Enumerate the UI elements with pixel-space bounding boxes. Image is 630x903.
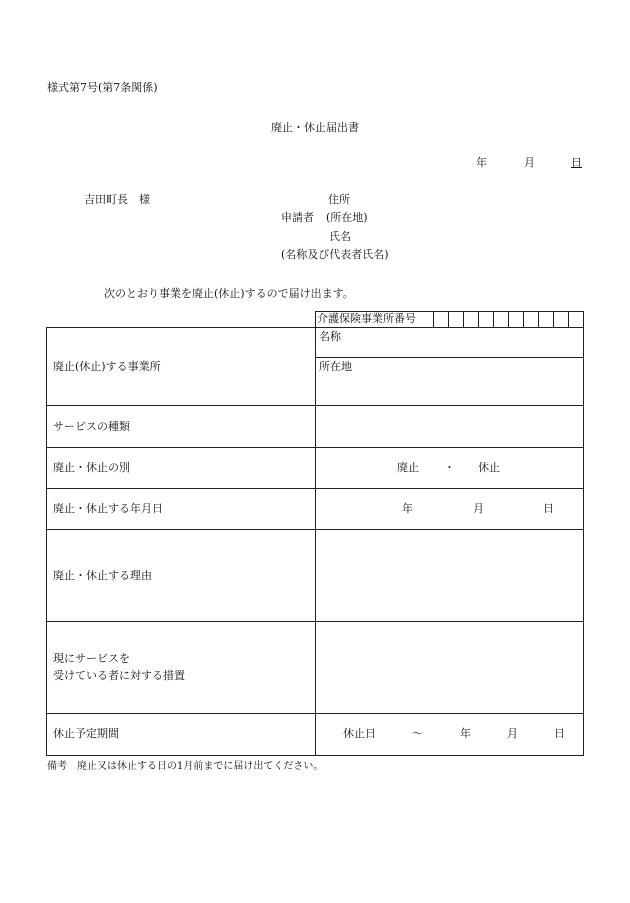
addressee: 吉田町長 様 bbox=[84, 193, 150, 206]
office-number-label: 介護保険事業所番号 bbox=[317, 312, 416, 325]
location-label: (所在地) bbox=[326, 211, 368, 224]
period-tilde: ～ bbox=[412, 727, 423, 740]
date-row-month: 月 bbox=[473, 502, 484, 515]
table-middle-line bbox=[315, 311, 316, 756]
period-label: 休止予定期間 bbox=[53, 727, 119, 740]
date-year-label: 年 bbox=[476, 156, 487, 169]
distinction-label: 廃止・休止の別 bbox=[53, 461, 130, 474]
period-year: 年 bbox=[460, 727, 471, 740]
service-type-label: サービスの種類 bbox=[53, 420, 130, 433]
digit-box-divider bbox=[433, 311, 434, 327]
period-month: 月 bbox=[507, 727, 518, 740]
digit-box-divider bbox=[523, 311, 524, 327]
digit-box-divider bbox=[448, 311, 449, 327]
date-row-day: 日 bbox=[543, 502, 554, 515]
digit-box-divider bbox=[508, 311, 509, 327]
digit-box-divider bbox=[538, 311, 539, 327]
distinction-separator: ・ bbox=[444, 461, 455, 474]
reason-label: 廃止・休止する理由 bbox=[53, 569, 152, 582]
date-month-label: 月 bbox=[524, 156, 535, 169]
table-right-line bbox=[583, 311, 584, 756]
distinction-option-suspend: 休止 bbox=[478, 461, 500, 474]
digit-box-divider bbox=[553, 311, 554, 327]
measures-label-line1: 現にサービスを bbox=[53, 652, 130, 665]
name-label: 氏名 bbox=[329, 230, 351, 243]
office-address-label: 所在地 bbox=[319, 360, 352, 373]
address-label: 住所 bbox=[328, 193, 350, 206]
office-row-label: 廃止(休止)する事業所 bbox=[53, 360, 161, 373]
page-title: 廃止・休止届出書 bbox=[271, 121, 359, 134]
office-name-label: 名称 bbox=[319, 330, 341, 343]
period-day: 日 bbox=[554, 727, 565, 740]
form-number: 様式第7号(第7条関係) bbox=[47, 81, 158, 94]
digit-box-divider bbox=[568, 311, 569, 327]
office-inner-line bbox=[315, 357, 584, 358]
date-row-label: 廃止・休止する年月日 bbox=[53, 502, 163, 515]
table-left-line bbox=[46, 327, 47, 756]
name-note: (名称及び代表者氏名) bbox=[281, 248, 389, 261]
digit-box-divider bbox=[493, 311, 494, 327]
digit-box-divider bbox=[478, 311, 479, 327]
distinction-option-abolish: 廃止 bbox=[397, 461, 419, 474]
date-day-label: 日 bbox=[571, 156, 582, 169]
statement: 次のとおり事業を廃止(休止)するので届け出ます。 bbox=[104, 287, 354, 300]
measures-label-line2: 受けている者に対する措置 bbox=[53, 669, 185, 682]
remarks: 備考 廃止又は休止する日の1月前までに届け出てください。 bbox=[47, 761, 324, 772]
date-row-year: 年 bbox=[402, 502, 413, 515]
applicant-label: 申請者 bbox=[281, 211, 314, 224]
digit-box-divider bbox=[463, 311, 464, 327]
period-start-label: 休止日 bbox=[343, 727, 376, 740]
